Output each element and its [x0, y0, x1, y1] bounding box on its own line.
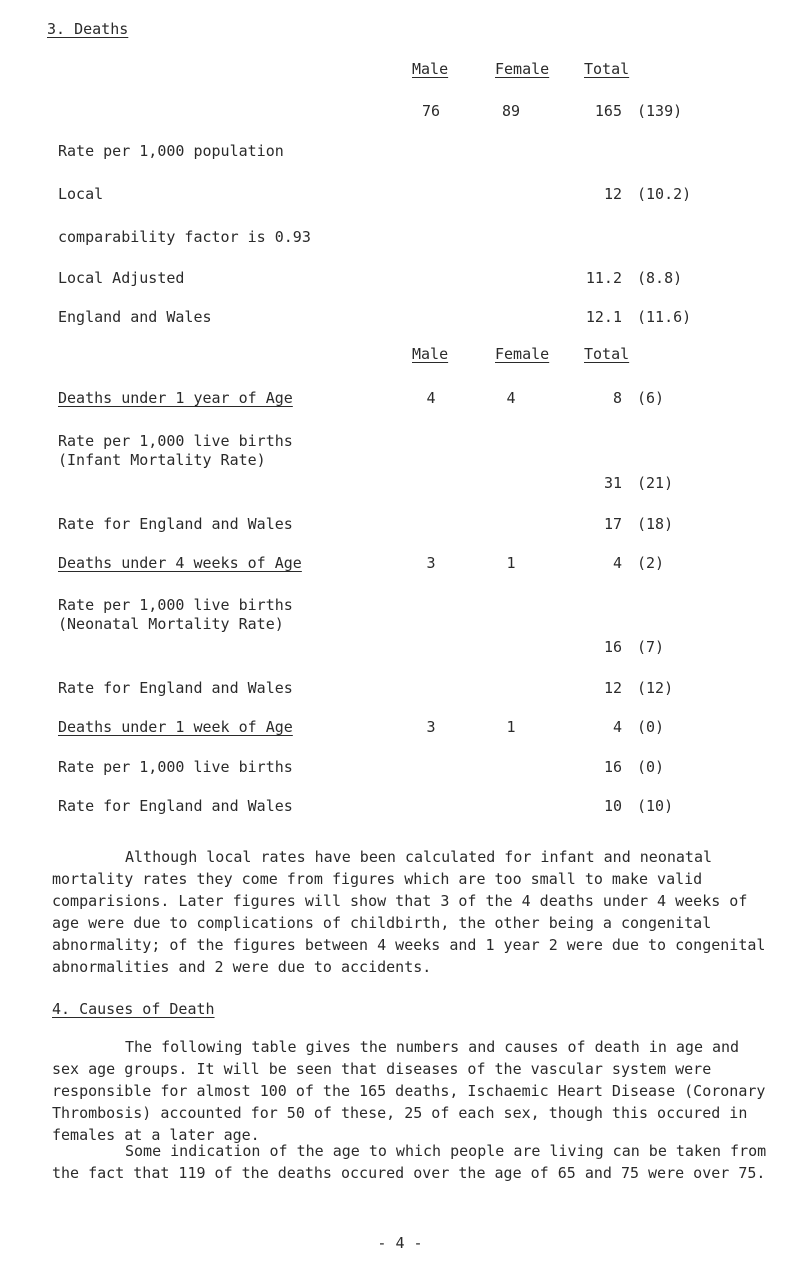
under-1-year-prev: (6)	[637, 389, 665, 407]
causes-paragraph-1	[52, 1036, 768, 1146]
local-label: Local	[58, 185, 104, 203]
page-number: - 4 -	[377, 1234, 423, 1252]
under-4-weeks-prev: (2)	[637, 554, 665, 572]
week-ew-value: 10	[603, 797, 622, 815]
total-female: 89	[501, 102, 521, 120]
local-adjusted-value: 11.2	[585, 269, 622, 287]
under-1-week-male: 3	[426, 718, 436, 736]
local-prev: (10.2)	[637, 185, 692, 203]
causes-paragraph-2-text: Some indication of the age to which people are living can be taken from the fact that 119 of the deaths occured over the age of 65 and 75 were over 75.	[52, 1142, 767, 1182]
column-header-female: Female	[495, 60, 550, 78]
england-wales-value: 12.1	[585, 308, 622, 326]
total-deaths: 165	[594, 102, 622, 120]
under-1-year-male: 4	[426, 389, 436, 407]
total-male: 76	[421, 102, 441, 120]
week-ew-prev: (10)	[637, 797, 674, 815]
column-header-total-2: Total	[584, 345, 630, 363]
week-rate-prev: (0)	[637, 758, 665, 776]
imr-label-line2: (Infant Mortality Rate)	[58, 451, 266, 469]
under-4-weeks-total: 4	[612, 554, 622, 572]
nmr-label-line1: Rate per 1,000 live births	[58, 596, 293, 614]
imr-ew-value: 17	[603, 515, 622, 533]
nmr-ew-value: 12	[603, 679, 622, 697]
comparability-factor: comparability factor is 0.93	[58, 228, 311, 246]
causes-paragraph-2	[52, 1140, 768, 1184]
under-1-year-total: 8	[612, 389, 622, 407]
column-header-male: Male	[412, 60, 449, 78]
section-3-heading: 3. Deaths	[47, 20, 129, 38]
week-rate-value: 16	[603, 758, 622, 776]
section-4-heading: 4. Causes of Death	[52, 1000, 215, 1018]
imr-value: 31	[603, 474, 622, 492]
nmr-label-line2: (Neonatal Mortality Rate)	[58, 615, 284, 633]
causes-paragraph-1-text: The following table gives the numbers and causes of death in age and sex age groups. It will be seen that diseases of the vascular system were responsible for almost 100 of the 165 deaths, Ischaemic Heart Disease (Coronary Thrombosis) accounted for 50 of these, 25 of each sex, though this occured in females at a later age.	[52, 1038, 766, 1144]
under-4-weeks-male: 3	[426, 554, 436, 572]
column-header-male-2: Male	[412, 345, 449, 363]
england-wales-label: England and Wales	[58, 308, 212, 326]
week-rate-label: Rate per 1,000 live births	[58, 758, 293, 776]
under-4-weeks-female: 1	[506, 554, 516, 572]
column-header-total: Total	[584, 60, 630, 78]
under-1-week-label: Deaths under 1 week of Age	[58, 718, 293, 736]
imr-label-line1: Rate per 1,000 live births	[58, 432, 293, 450]
england-wales-prev: (11.6)	[637, 308, 692, 326]
mortality-commentary	[52, 846, 768, 978]
nmr-prev: (7)	[637, 638, 665, 656]
rate-per-population-label: Rate per 1,000 population	[58, 142, 284, 160]
under-4-weeks-label: Deaths under 4 weeks of Age	[58, 554, 302, 572]
imr-ew-label: Rate for England and Wales	[58, 515, 293, 533]
week-ew-label: Rate for England and Wales	[58, 797, 293, 815]
local-adjusted-label: Local Adjusted	[58, 269, 185, 287]
nmr-value: 16	[603, 638, 622, 656]
nmr-ew-label: Rate for England and Wales	[58, 679, 293, 697]
imr-ew-prev: (18)	[637, 515, 674, 533]
local-adjusted-prev: (8.8)	[637, 269, 683, 287]
under-1-week-female: 1	[506, 718, 516, 736]
local-value: 12	[603, 185, 622, 203]
under-1-year-female: 4	[506, 389, 516, 407]
under-1-week-total: 4	[612, 718, 622, 736]
column-header-female-2: Female	[495, 345, 550, 363]
imr-prev: (21)	[637, 474, 674, 492]
under-1-year-label: Deaths under 1 year of Age	[58, 389, 293, 407]
nmr-ew-prev: (12)	[637, 679, 674, 697]
total-deaths-prev: (139)	[637, 102, 683, 120]
under-1-week-prev: (0)	[637, 718, 665, 736]
mortality-commentary-text: Although local rates have been calculated for infant and neonatal mortality rates they come from figures which are too small to make valid comparisions. Later figures will show that 3 of the 4 deaths under 4 weeks of age were due to complications of childbirth, the other being a congenital abnormality; of the figures between 4 weeks and 1 year 2 were due to congenital abnormalities and 2 were due to accidents.	[52, 848, 766, 976]
